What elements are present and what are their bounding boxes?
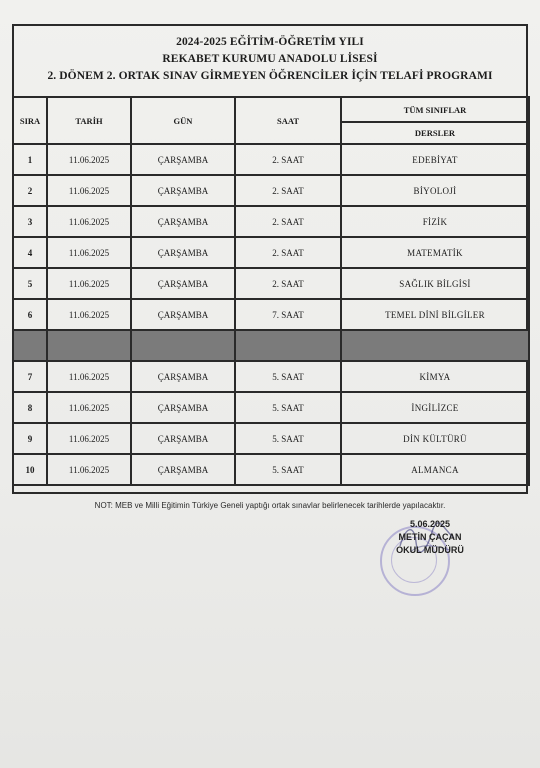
row-date: 11.06.2025: [47, 392, 131, 423]
row-day: ÇARŞAMBA: [131, 175, 235, 206]
row-period: 7. SAAT: [235, 299, 341, 330]
signatory-name: METİN ÇAÇAN: [398, 532, 462, 542]
row-date: 11.06.2025: [47, 423, 131, 454]
row-number: 6: [13, 299, 47, 330]
separator-cell: [13, 330, 47, 361]
row-course: MATEMATİK: [341, 237, 529, 268]
row-course: İNGİLİZCE: [341, 392, 529, 423]
row-period: 2. SAAT: [235, 237, 341, 268]
table-row: [13, 268, 529, 299]
row-day: ÇARŞAMBA: [131, 361, 235, 392]
row-period: 2. SAAT: [235, 268, 341, 299]
row-date: 11.06.2025: [47, 237, 131, 268]
row-day: ÇARŞAMBA: [131, 454, 235, 485]
row-date: 11.06.2025: [47, 268, 131, 299]
row-date: 11.06.2025: [47, 454, 131, 485]
table-row: [13, 175, 529, 206]
table-row: [13, 423, 529, 454]
row-date: 11.06.2025: [47, 144, 131, 175]
row-date: 11.06.2025: [47, 361, 131, 392]
table-row: [13, 454, 529, 485]
table-row: [13, 392, 529, 423]
row-day: ÇARŞAMBA: [131, 206, 235, 237]
row-course: KİMYA: [341, 361, 529, 392]
row-day: ÇARŞAMBA: [131, 268, 235, 299]
separator-cell: [235, 330, 341, 361]
separator-row: [13, 330, 529, 361]
column-header-gun: GÜN: [131, 97, 235, 144]
schedule-table: [12, 96, 530, 486]
row-course: FİZİK: [341, 206, 529, 237]
row-number: 3: [13, 206, 47, 237]
header-academic-year: 2024-2025 EĞİTİM-ÖĞRETİM YILI: [176, 36, 364, 48]
header-school-name: REKABET KURUMU ANADOLU LİSESİ: [162, 53, 378, 65]
row-number: 9: [13, 423, 47, 454]
row-course: EDEBİYAT: [341, 144, 529, 175]
row-period: 2. SAAT: [235, 175, 341, 206]
row-number: 7: [13, 361, 47, 392]
table-row: [13, 237, 529, 268]
row-number: 10: [13, 454, 47, 485]
row-course: DİN KÜLTÜRÜ: [341, 423, 529, 454]
footnote: NOT: MEB ve Milli Eğitimin Türkiye Geneli yaptığı ortak sınavlar belirlenecek tarihlerde yapılacaktır.: [94, 501, 446, 510]
row-number: 8: [13, 392, 47, 423]
table-row: [13, 299, 529, 330]
row-number: 1: [13, 144, 47, 175]
separator-cell: [341, 330, 529, 361]
row-period: 5. SAAT: [235, 392, 341, 423]
table-row: [13, 144, 529, 175]
row-date: 11.06.2025: [47, 206, 131, 237]
separator-cell: [131, 330, 235, 361]
row-date: 11.06.2025: [47, 175, 131, 206]
column-header-sira: SIRA: [13, 97, 47, 144]
signature-date: 5.06.2025: [409, 519, 451, 529]
row-course: ALMANCA: [341, 454, 529, 485]
column-header-saat: SAAT: [235, 97, 341, 144]
row-course: SAĞLIK BİLGİSİ: [341, 268, 529, 299]
row-period: 5. SAAT: [235, 361, 341, 392]
table-row: [13, 361, 529, 392]
row-number: 5: [13, 268, 47, 299]
row-day: ÇARŞAMBA: [131, 392, 235, 423]
row-number: 4: [13, 237, 47, 268]
header-program-title: 2. DÖNEM 2. ORTAK SINAV GİRMEYEN ÖĞRENCİLER İÇİN TELAFİ PROGRAMI: [47, 70, 493, 82]
row-day: ÇARŞAMBA: [131, 423, 235, 454]
row-number: 2: [13, 175, 47, 206]
column-header-tarih: TARİH: [47, 97, 131, 144]
column-header-dersler: DERSLER: [341, 122, 529, 144]
row-course: BİYOLOJİ: [341, 175, 529, 206]
row-period: 2. SAAT: [235, 144, 341, 175]
row-period: 5. SAAT: [235, 454, 341, 485]
row-day: ÇARŞAMBA: [131, 237, 235, 268]
row-period: 2. SAAT: [235, 206, 341, 237]
row-course: TEMEL DİNİ BİLGİLER: [341, 299, 529, 330]
signatory-title: OKUL MÜDÜRÜ: [396, 545, 464, 555]
separator-cell: [47, 330, 131, 361]
row-date: 11.06.2025: [47, 299, 131, 330]
row-day: ÇARŞAMBA: [131, 144, 235, 175]
row-period: 5. SAAT: [235, 423, 341, 454]
column-group-header: TÜM SINIFLAR: [341, 97, 529, 122]
table-row: [13, 206, 529, 237]
row-day: ÇARŞAMBA: [131, 299, 235, 330]
signature-block: [370, 518, 490, 557]
document-header: [14, 34, 526, 85]
